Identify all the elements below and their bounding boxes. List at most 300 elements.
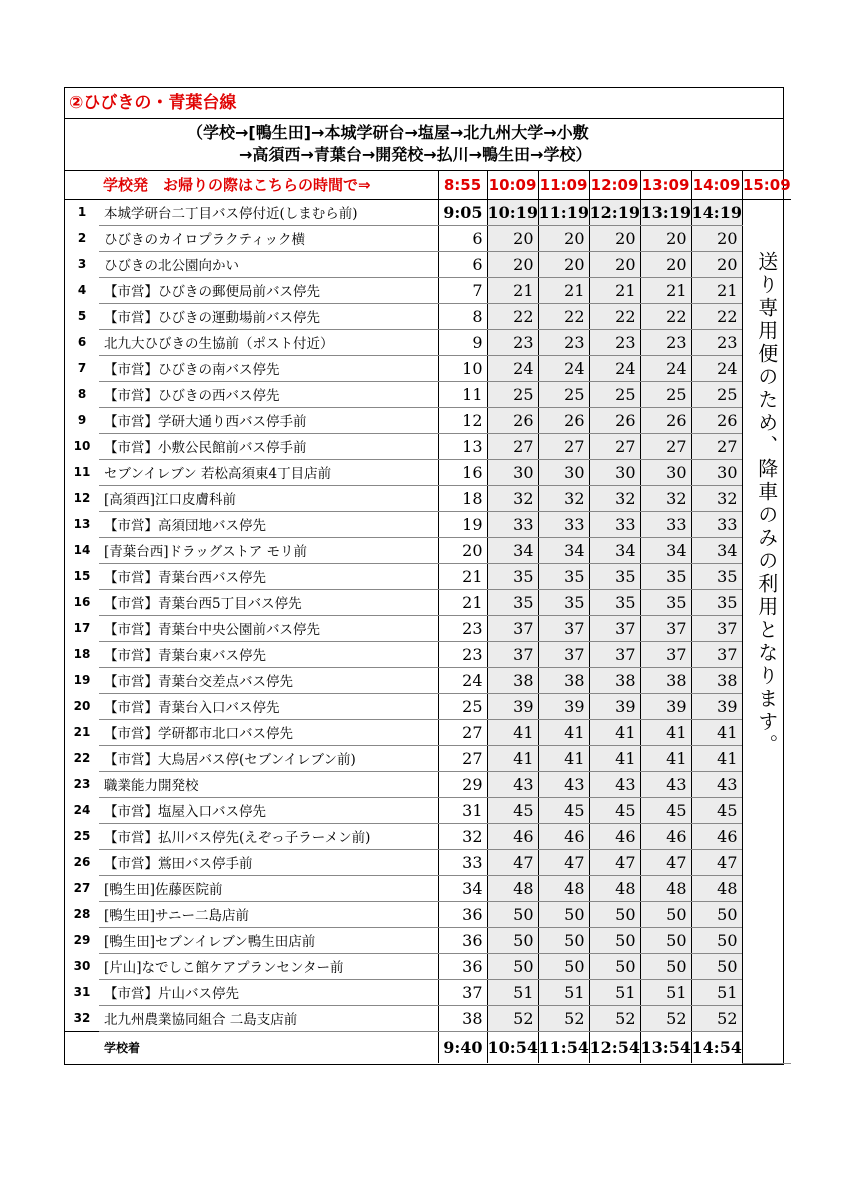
stop-name: 【市営】高須団地バス停先: [99, 511, 438, 537]
table-row: [65, 693, 791, 719]
stop-time: 39: [538, 693, 589, 719]
stop-name: [鴨生田]セブンイレブン鴨生田店前: [99, 927, 438, 953]
table-row: [65, 225, 791, 251]
stop-time: 35: [640, 589, 691, 615]
stop-time: 29: [438, 771, 487, 797]
stop-time: 52: [640, 1005, 691, 1031]
stop-time: 48: [487, 875, 538, 901]
stop-time: 22: [640, 303, 691, 329]
stop-time: 37: [691, 641, 742, 667]
stop-time: 21: [691, 277, 742, 303]
stop-time: 10:19: [487, 199, 538, 225]
stop-time: 37: [487, 615, 538, 641]
stop-time: 32: [487, 485, 538, 511]
stop-time: 13: [438, 433, 487, 459]
table-row: [65, 745, 791, 771]
stop-time: 23: [640, 329, 691, 355]
stop-number: 5: [77, 309, 87, 323]
stop-time: 38: [589, 667, 640, 693]
stop-time: 25: [691, 381, 742, 407]
stop-time: 46: [640, 823, 691, 849]
stop-time: 27: [438, 719, 487, 745]
table-row: [65, 953, 791, 979]
table-row: [65, 901, 791, 927]
stop-name: 【市営】学研大通り西バス停手前: [99, 407, 438, 433]
stop-time: 23: [438, 615, 487, 641]
stop-time: 8: [438, 303, 487, 329]
departure-time: 12:09: [589, 171, 640, 199]
stop-time: 35: [691, 589, 742, 615]
stop-name: 本城学研台二丁目バス停付近(しまむら前): [99, 199, 438, 225]
stop-time: 47: [640, 849, 691, 875]
stop-time: 21: [538, 277, 589, 303]
stop-name: 【市営】青葉台西バス停先: [99, 563, 438, 589]
stop-time: 39: [640, 693, 691, 719]
stop-time: 22: [538, 303, 589, 329]
stop-name: 職業能力開発校: [99, 771, 438, 797]
stop-time: 37: [691, 615, 742, 641]
stop-time: 25: [487, 381, 538, 407]
stop-number: 20: [73, 699, 91, 713]
stop-time: 26: [487, 407, 538, 433]
stop-time: 50: [589, 953, 640, 979]
stop-name: 【市営】ひびきの運動場前バス停先: [99, 303, 438, 329]
stop-time: 50: [538, 901, 589, 927]
stop-time: 25: [538, 381, 589, 407]
stop-time: 50: [691, 953, 742, 979]
route-description: [65, 119, 783, 171]
stop-time: 20: [438, 537, 487, 563]
stop-time: 30: [487, 459, 538, 485]
stop-time: 50: [538, 953, 589, 979]
stop-time: 24: [640, 355, 691, 381]
stop-time: 33: [589, 511, 640, 537]
stop-time: 41: [538, 719, 589, 745]
stop-time: 43: [487, 771, 538, 797]
stop-time: 38: [691, 667, 742, 693]
departure-time: 8:55: [438, 171, 487, 199]
stop-time: 39: [589, 693, 640, 719]
stop-time: 13:19: [640, 199, 691, 225]
stop-number: 25: [73, 829, 91, 843]
stop-time: 20: [691, 225, 742, 251]
stop-name: [鴨生田]サニー二島店前: [99, 901, 438, 927]
stop-time: 33: [438, 849, 487, 875]
stop-time: 51: [691, 979, 742, 1005]
stop-time: 18: [438, 485, 487, 511]
table-row: [65, 537, 791, 563]
table-row: [65, 251, 791, 277]
stop-name: 【市営】片山バス停先: [99, 979, 438, 1005]
stop-time: 47: [691, 849, 742, 875]
stop-time: 50: [589, 927, 640, 953]
stop-name: [青葉台西]ドラッグストア モリ前: [99, 537, 438, 563]
departure-label: 学校発 お帰りの際はこちらの時間で⇒: [65, 171, 438, 199]
stop-time: 6: [438, 225, 487, 251]
stop-time: 39: [487, 693, 538, 719]
stop-time: 23: [438, 641, 487, 667]
stop-time: 48: [589, 875, 640, 901]
stop-time: 27: [538, 433, 589, 459]
stop-time: 31: [438, 797, 487, 823]
table-row: [65, 875, 791, 901]
stop-time: 35: [487, 563, 538, 589]
stop-time: 20: [589, 251, 640, 277]
table-row: [65, 1005, 791, 1031]
route-title: ②ひびきの・青葉台線: [65, 88, 783, 119]
stop-time: 45: [589, 797, 640, 823]
stop-number: 30: [73, 959, 91, 973]
stop-time: 7: [438, 277, 487, 303]
stop-time: 34: [487, 537, 538, 563]
timetable-body: [65, 171, 791, 1063]
departure-time: 15:09: [742, 171, 791, 199]
table-row: [65, 329, 791, 355]
stop-time: 20: [538, 225, 589, 251]
stop-name: 【市営】大鳥居バス停(セブンイレブン前): [99, 745, 438, 771]
departure-time: 13:09: [640, 171, 691, 199]
stop-number: 28: [73, 907, 91, 921]
table-row: [65, 355, 791, 381]
stop-number: 8: [77, 387, 87, 401]
stop-time: 32: [438, 823, 487, 849]
table-row: [65, 771, 791, 797]
stop-time: 52: [487, 1005, 538, 1031]
table-row: [65, 381, 791, 407]
table-row: [65, 407, 791, 433]
stop-time: 47: [538, 849, 589, 875]
table-row: [65, 277, 791, 303]
stop-time: 36: [438, 901, 487, 927]
stop-time: 23: [487, 329, 538, 355]
stop-name: 【市営】青葉台入口バス停先: [99, 693, 438, 719]
stop-time: 27: [640, 433, 691, 459]
stop-time: 45: [487, 797, 538, 823]
stop-time: 45: [538, 797, 589, 823]
table-row: [65, 927, 791, 953]
timetable: [65, 171, 791, 1064]
stop-time: 36: [438, 927, 487, 953]
stop-time: 24: [691, 355, 742, 381]
stop-time: 51: [538, 979, 589, 1005]
arrival-time: 12:54: [589, 1031, 640, 1063]
stop-time: 41: [640, 745, 691, 771]
departure-time: 14:09: [691, 171, 742, 199]
stop-name: ひびきのカイロプラクティック横: [99, 225, 438, 251]
table-row: [65, 667, 791, 693]
stop-time: 6: [438, 251, 487, 277]
note-text: 送り専用便のため、降車のみの利用となります。: [754, 250, 779, 757]
stop-time: 45: [691, 797, 742, 823]
stop-time: 20: [640, 251, 691, 277]
stop-time: 27: [487, 433, 538, 459]
stop-name: 北九州農業協同組合 二島支店前: [99, 1005, 438, 1031]
stop-time: 21: [438, 563, 487, 589]
stop-name: 【市営】ひびきの南バス停先: [99, 355, 438, 381]
stop-time: 33: [640, 511, 691, 537]
stop-time: 9:05: [438, 199, 487, 225]
stop-time: 41: [589, 719, 640, 745]
route-line-1: （学校→[鴨生田]→本城学研台→塩屋→北九州大学→小敷: [187, 123, 589, 142]
stop-name: 【市営】青葉台西5丁目バス停先: [99, 589, 438, 615]
stop-number: 22: [73, 751, 91, 765]
stop-time: 35: [589, 563, 640, 589]
stop-time: 37: [640, 615, 691, 641]
stop-time: 41: [691, 745, 742, 771]
stop-time: 26: [640, 407, 691, 433]
stop-time: 27: [691, 433, 742, 459]
stop-time: 41: [487, 719, 538, 745]
arrival-time: 14:54: [691, 1031, 742, 1063]
stop-time: 23: [538, 329, 589, 355]
stop-number: 27: [73, 881, 91, 895]
stop-time: 35: [589, 589, 640, 615]
stop-time: 43: [538, 771, 589, 797]
stop-name: [片山]なでしこ館ケアプランセンター前: [99, 953, 438, 979]
stop-time: 10: [438, 355, 487, 381]
stop-time: 43: [589, 771, 640, 797]
stop-time: 25: [589, 381, 640, 407]
stop-time: 37: [538, 615, 589, 641]
stop-name: 【市営】青葉台交差点バス停先: [99, 667, 438, 693]
stop-time: 38: [640, 667, 691, 693]
stop-name: 【市営】青葉台中央公園前バス停先: [99, 615, 438, 641]
stop-time: 25: [640, 381, 691, 407]
stop-time: 20: [589, 225, 640, 251]
stop-time: 21: [487, 277, 538, 303]
stop-time: 20: [538, 251, 589, 277]
stop-time: 34: [438, 875, 487, 901]
stop-time: 32: [691, 485, 742, 511]
table-row: [65, 615, 791, 641]
stop-time: 26: [538, 407, 589, 433]
stop-number: 9: [77, 413, 87, 427]
stop-number: 29: [73, 933, 91, 947]
stop-time: 22: [691, 303, 742, 329]
stop-time: 21: [640, 277, 691, 303]
stop-time: 32: [640, 485, 691, 511]
stop-name: ひびきの北公園向かい: [99, 251, 438, 277]
stop-time: 50: [640, 901, 691, 927]
stop-time: 43: [691, 771, 742, 797]
stop-time: 27: [589, 433, 640, 459]
stop-number: 24: [73, 803, 91, 817]
stop-time: 25: [438, 693, 487, 719]
stop-time: 47: [589, 849, 640, 875]
stop-number: 14: [73, 543, 91, 557]
stop-time: 52: [538, 1005, 589, 1031]
stop-number: 18: [73, 647, 91, 661]
stop-time: 50: [589, 901, 640, 927]
stop-name: 【市営】ひびきの郵便局前バス停先: [99, 277, 438, 303]
stop-time: 41: [538, 745, 589, 771]
stop-time: 45: [640, 797, 691, 823]
stop-time: 52: [589, 1005, 640, 1031]
stop-number: 17: [73, 621, 91, 635]
stop-time: 20: [487, 251, 538, 277]
stop-time: 50: [640, 953, 691, 979]
table-row: [65, 563, 791, 589]
stop-time: 50: [487, 927, 538, 953]
stop-number: 32: [73, 1010, 91, 1025]
table-row: [65, 719, 791, 745]
header-row: [65, 171, 791, 199]
stop-time: 48: [538, 875, 589, 901]
stop-time: 41: [640, 719, 691, 745]
stop-time: 35: [640, 563, 691, 589]
stop-time: 37: [538, 641, 589, 667]
arrival-time: 13:54: [640, 1031, 691, 1063]
stop-time: 9: [438, 329, 487, 355]
stop-time: 37: [589, 615, 640, 641]
stop-time: 21: [438, 589, 487, 615]
stop-time: 23: [691, 329, 742, 355]
stop-time: 46: [691, 823, 742, 849]
stop-time: 22: [487, 303, 538, 329]
stop-number: 3: [77, 257, 87, 271]
table-row: [65, 199, 791, 225]
stop-time: 27: [438, 745, 487, 771]
arrival-time: 9:40: [438, 1031, 487, 1063]
stop-name: 【市営】学研都市北口バス停先: [99, 719, 438, 745]
stop-time: 22: [589, 303, 640, 329]
stop-time: 50: [691, 927, 742, 953]
stop-number: 1: [77, 205, 87, 220]
stop-time: 37: [589, 641, 640, 667]
stop-time: 11:19: [538, 199, 589, 225]
stop-time: 20: [691, 251, 742, 277]
stop-time: 16: [438, 459, 487, 485]
arrival-time: 11:54: [538, 1031, 589, 1063]
stop-time: 11: [438, 381, 487, 407]
stop-time: 37: [438, 979, 487, 1005]
stop-name: 【市営】青葉台東バス停先: [99, 641, 438, 667]
stop-name: セブンイレブン 若松高須東4丁目店前: [99, 459, 438, 485]
stop-time: 48: [691, 875, 742, 901]
arrival-time: 10:54: [487, 1031, 538, 1063]
table-row: [65, 303, 791, 329]
stop-number: 19: [73, 673, 91, 687]
stop-time: 23: [589, 329, 640, 355]
arrival-label: 学校着: [99, 1031, 438, 1063]
stop-time: 47: [487, 849, 538, 875]
stop-time: 37: [640, 641, 691, 667]
stop-time: 50: [487, 901, 538, 927]
stop-time: 26: [589, 407, 640, 433]
stop-number: 23: [73, 777, 91, 791]
stop-time: 12: [438, 407, 487, 433]
stop-number: 15: [73, 569, 91, 583]
stop-number: 7: [77, 361, 87, 375]
stop-name: 【市営】小敷公民館前バス停手前: [99, 433, 438, 459]
table-row: [65, 849, 791, 875]
stop-time: 24: [589, 355, 640, 381]
stop-time: 46: [589, 823, 640, 849]
stop-time: 30: [640, 459, 691, 485]
stop-time: 48: [640, 875, 691, 901]
stop-number: 2: [77, 231, 87, 245]
stop-name: 【市営】払川バス停先(えぞっ子ラーメン前): [99, 823, 438, 849]
stop-name: [鴨生田]佐藤医院前: [99, 875, 438, 901]
stop-time: 50: [640, 927, 691, 953]
table-row: [65, 979, 791, 1005]
departure-time: 11:09: [538, 171, 589, 199]
stop-number: 26: [73, 855, 91, 869]
stop-time: 30: [589, 459, 640, 485]
stop-time: 50: [487, 953, 538, 979]
stop-number: 10: [73, 439, 91, 453]
stop-time: 35: [538, 589, 589, 615]
stop-time: 35: [538, 563, 589, 589]
stop-time: 51: [640, 979, 691, 1005]
stop-time: 36: [438, 953, 487, 979]
stop-number: 31: [73, 985, 91, 999]
stop-time: 33: [691, 511, 742, 537]
table-row: [65, 511, 791, 537]
stop-time: 32: [538, 485, 589, 511]
stop-time: 24: [438, 667, 487, 693]
stop-time: 39: [691, 693, 742, 719]
stop-name: 【市営】ひびきの西バス停先: [99, 381, 438, 407]
table-row: [65, 485, 791, 511]
stop-time: 41: [589, 745, 640, 771]
stop-time: 35: [691, 563, 742, 589]
stop-time: 52: [691, 1005, 742, 1031]
stop-time: 38: [438, 1005, 487, 1031]
stop-time: 20: [487, 225, 538, 251]
stop-time: 20: [640, 225, 691, 251]
timetable-sheet: [64, 87, 791, 1065]
table-row: [65, 433, 791, 459]
stop-time: 32: [589, 485, 640, 511]
departure-time: 10:09: [487, 171, 538, 199]
stop-time: 50: [691, 901, 742, 927]
stop-time: 35: [487, 589, 538, 615]
note-cell: [742, 199, 791, 1063]
stop-time: 38: [538, 667, 589, 693]
table-row: [65, 641, 791, 667]
stop-time: 34: [589, 537, 640, 563]
stop-number: 11: [73, 465, 91, 479]
table-row: [65, 823, 791, 849]
stop-time: 33: [538, 511, 589, 537]
stop-number: 13: [73, 517, 91, 531]
stop-time: 26: [691, 407, 742, 433]
stop-time: 43: [640, 771, 691, 797]
stop-time: 51: [487, 979, 538, 1005]
stop-name: 【市営】鴬田バス停手前: [99, 849, 438, 875]
stop-time: 46: [487, 823, 538, 849]
stop-time: 46: [538, 823, 589, 849]
stop-time: 30: [538, 459, 589, 485]
stop-name: 【市営】塩屋入口バス停先: [99, 797, 438, 823]
stop-name: 北九大ひびきの生協前（ポスト付近）: [99, 329, 438, 355]
stop-time: 24: [538, 355, 589, 381]
stop-time: 37: [487, 641, 538, 667]
stop-time: 34: [538, 537, 589, 563]
arrival-number-blank: [65, 1031, 99, 1063]
stop-number: 4: [77, 283, 87, 297]
stop-time: 21: [589, 277, 640, 303]
stop-number: 6: [77, 335, 87, 349]
stop-number: 21: [73, 725, 91, 739]
arrival-row: [65, 1031, 791, 1063]
stop-time: 38: [487, 667, 538, 693]
stop-time: 51: [589, 979, 640, 1005]
stop-time: 34: [640, 537, 691, 563]
stop-time: 19: [438, 511, 487, 537]
stop-number: 12: [73, 491, 91, 505]
